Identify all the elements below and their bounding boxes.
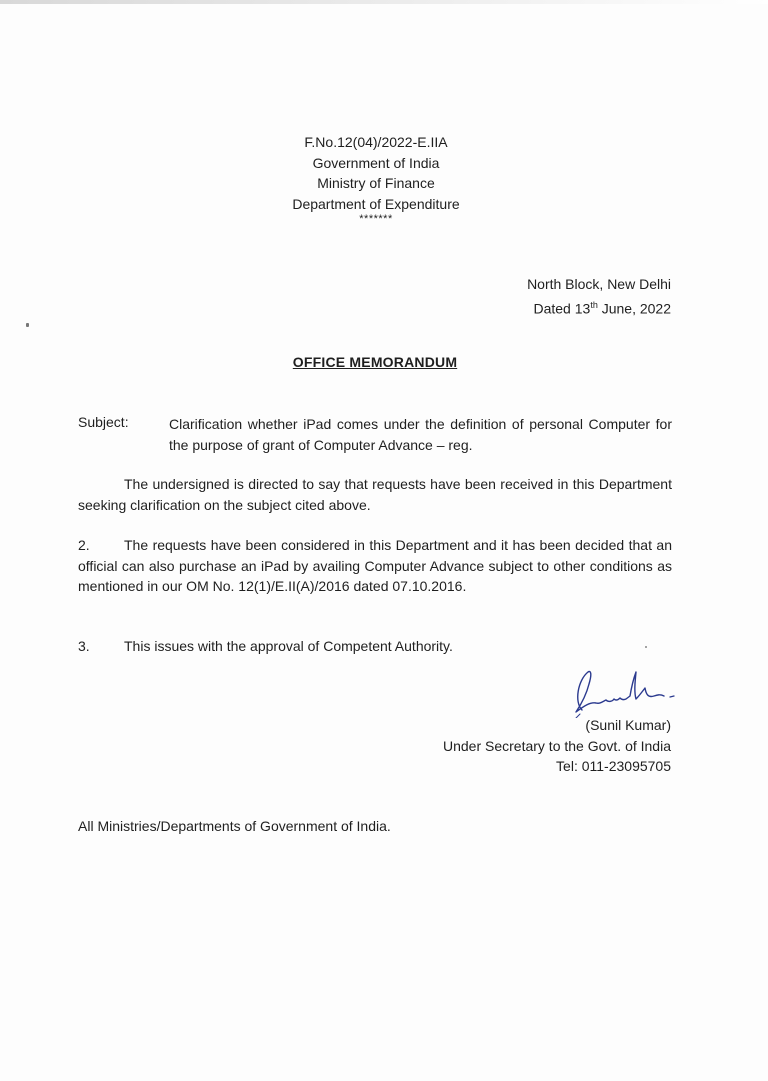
paragraph-2-number: 2.: [78, 537, 90, 553]
date-line: [527, 295, 671, 319]
government-name: Government of India: [312, 154, 440, 171]
paragraph-1: [78, 474, 672, 515]
addressee: All Ministries/Departments of Government of India.: [78, 818, 391, 834]
scan-speck: [26, 323, 29, 327]
subject-block: [78, 414, 672, 455]
date-suffix: June, 2022: [597, 300, 671, 317]
subject-text: Clarification whether iPad comes under the definition of personal Computer for the purpose of grant of Computer Advance – reg.: [169, 416, 672, 453]
signatory-designation: Under Secretary to the Govt. of India: [442, 737, 671, 754]
department-name: Department of Expenditure: [292, 195, 460, 212]
paragraph-2-text: The requests have been considered in this Department and it has been decided that an official can also purchase an iPad by availing Computer Advance subject to other conditions as mentioned in our OM No. 12(1)/E.II(A)/2016 dated 07.10.2016.: [78, 537, 672, 594]
handwritten-signature: [560, 666, 700, 718]
date-prefix: Dated 13: [533, 300, 591, 317]
scan-dot: [645, 646, 647, 648]
signatory-block: [443, 715, 671, 777]
letterhead: [0, 132, 752, 224]
subject-label: Subject:: [78, 414, 129, 430]
place: North Block, New Delhi: [527, 276, 671, 292]
memo-title: OFFICE MEMORANDUM: [292, 354, 458, 370]
place-and-date: [527, 274, 671, 319]
ministry-name: Ministry of Finance: [317, 175, 435, 191]
separator-stars: *******: [359, 213, 393, 225]
paragraph-3: [78, 636, 672, 657]
signatory-name: (Sunil Kumar): [585, 717, 671, 733]
paragraph-3-text: This issues with the approval of Competent Authority.: [124, 638, 453, 654]
paragraph-3-number: 3.: [78, 638, 90, 654]
paragraph-2: [78, 535, 672, 597]
signatory-telephone: Tel: 011-23095705: [556, 758, 671, 774]
file-number: F.No.12(04)/2022-E.IIA: [304, 134, 448, 150]
paragraph-1-text: The undersigned is directed to say that requests have been received in this Department seeking clarification on the subject cited above.: [78, 476, 672, 513]
scan-edge: [0, 0, 768, 4]
date-ordinal: th: [590, 299, 598, 310]
